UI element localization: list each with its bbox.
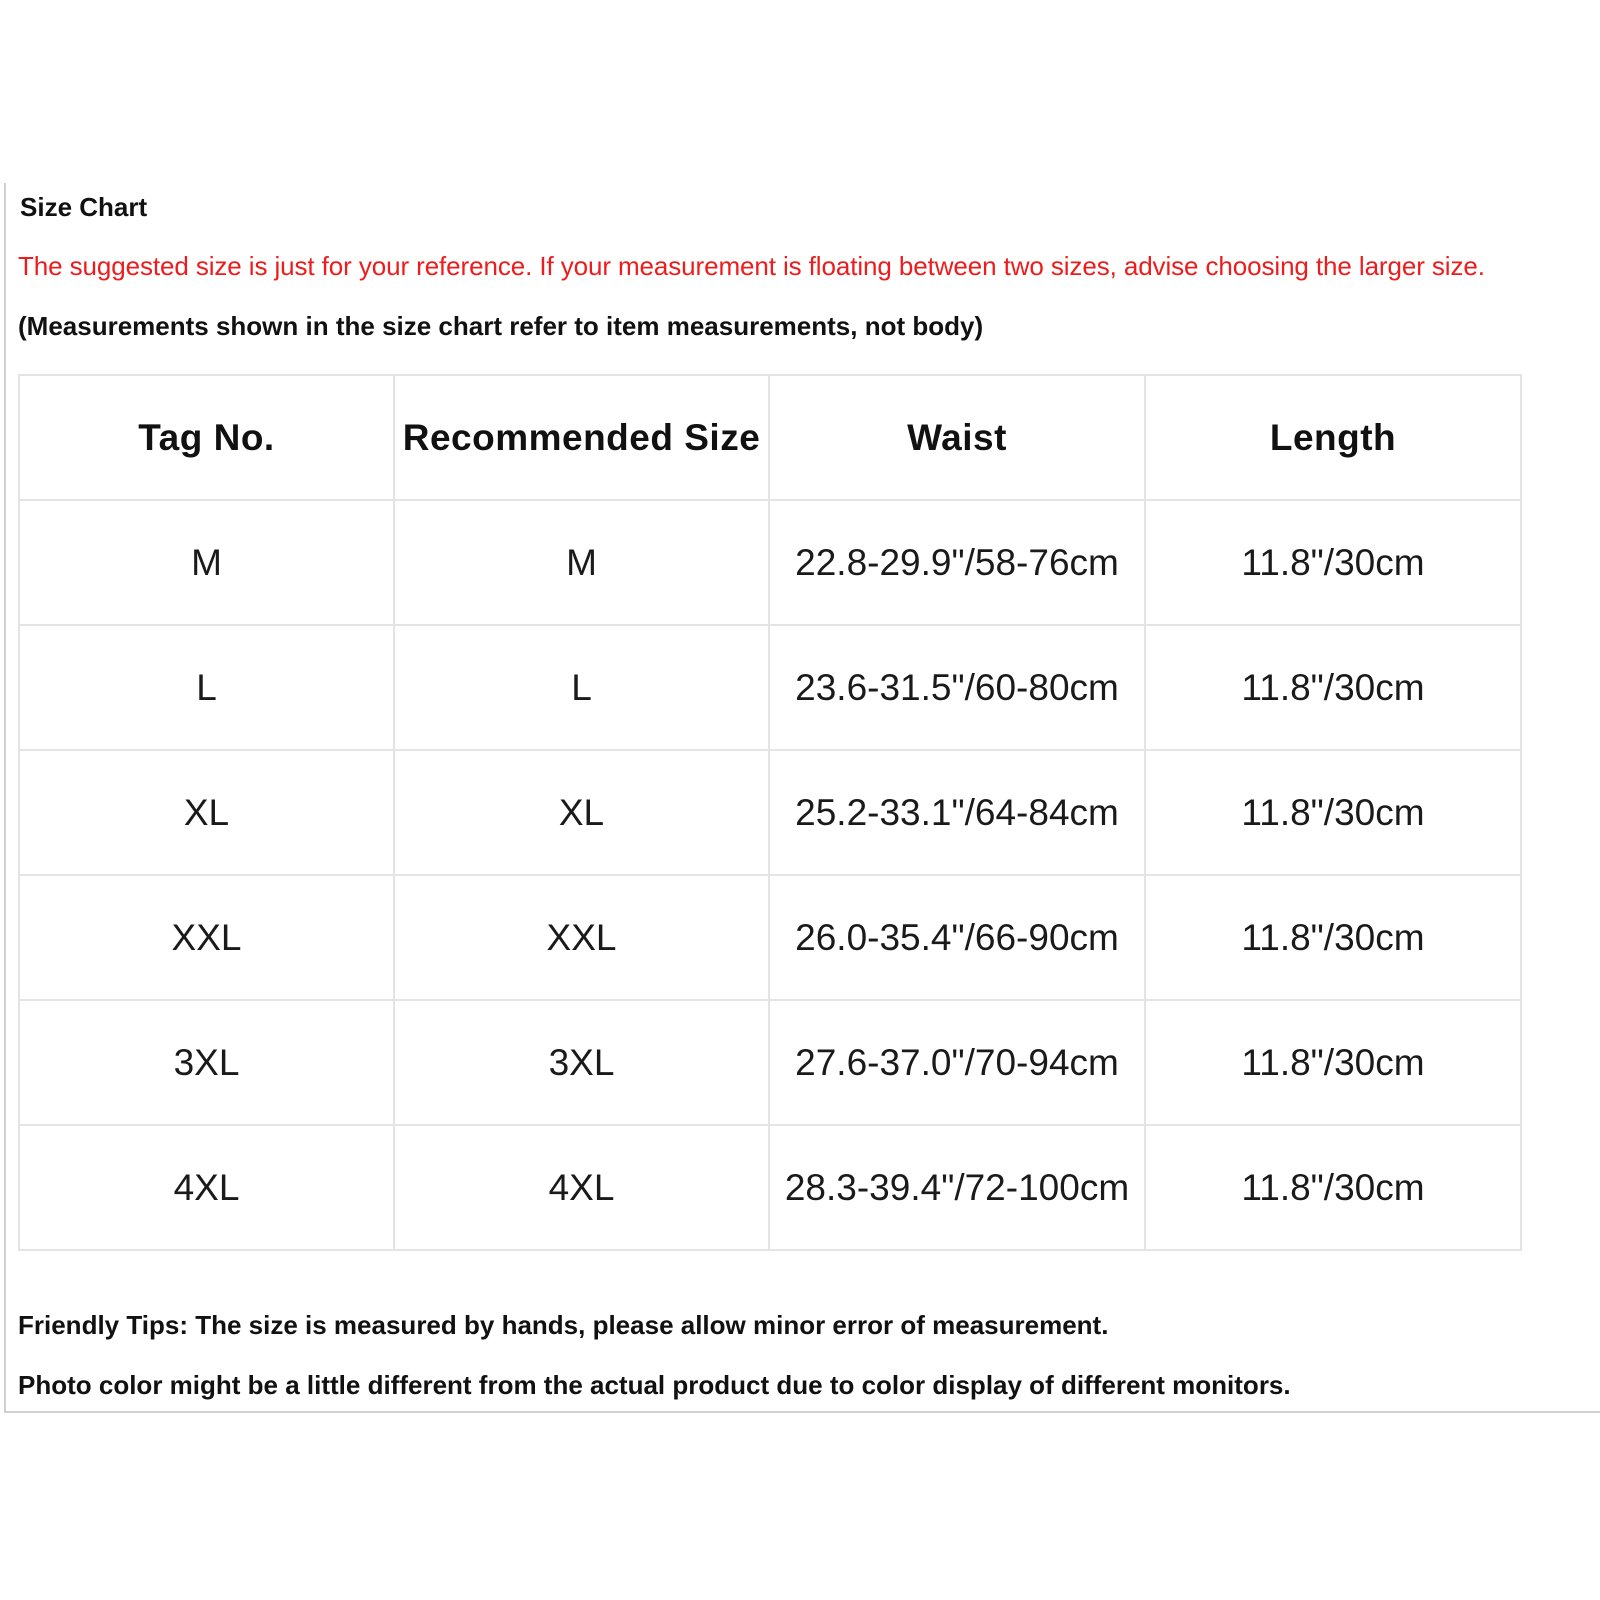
photo-color-note: Photo color might be a little different from the actual product due to color display of different monitors.: [18, 1370, 1291, 1400]
cell-length: 11.8"/30cm: [1145, 1125, 1521, 1250]
cell-recommended-size: L: [394, 625, 769, 750]
measurement-note: (Measurements shown in the size chart refer to item measurements, not body): [18, 311, 984, 341]
cell-waist: 27.6-37.0"/70-94cm: [769, 1000, 1145, 1125]
table-row: [19, 1125, 1521, 1250]
size-notice: The suggested size is just for your reference. If your measurement is floating between two sizes, advise choosing the larger size.: [18, 251, 1485, 281]
cell-length: 11.8"/30cm: [1145, 750, 1521, 875]
cell-length: 11.8"/30cm: [1145, 875, 1521, 1000]
cell-waist: 28.3-39.4"/72-100cm: [769, 1125, 1145, 1250]
table-header-row: [19, 375, 1521, 500]
table-row: [19, 1000, 1521, 1125]
header-tag-no: Tag No.: [19, 375, 394, 500]
size-table: [18, 374, 1522, 1251]
cell-waist: 22.8-29.9"/58-76cm: [769, 500, 1145, 625]
header-waist: Waist: [769, 375, 1145, 500]
cell-length: 11.8"/30cm: [1145, 625, 1521, 750]
cell-length: 11.8"/30cm: [1145, 1000, 1521, 1125]
header-recommended-size: Recommended Size: [394, 375, 769, 500]
cell-waist: 25.2-33.1"/64-84cm: [769, 750, 1145, 875]
cell-tag-no: 4XL: [19, 1125, 394, 1250]
cell-recommended-size: M: [394, 500, 769, 625]
cell-tag-no: XL: [19, 750, 394, 875]
cell-length: 11.8"/30cm: [1145, 500, 1521, 625]
cell-tag-no: M: [19, 500, 394, 625]
cell-recommended-size: 3XL: [394, 1000, 769, 1125]
table-row: [19, 500, 1521, 625]
cell-waist: 26.0-35.4"/66-90cm: [769, 875, 1145, 1000]
friendly-tips: Friendly Tips: The size is measured by hands, please allow minor error of measurement.: [18, 1310, 1109, 1340]
table-row: [19, 625, 1521, 750]
cell-tag-no: XXL: [19, 875, 394, 1000]
cell-recommended-size: 4XL: [394, 1125, 769, 1250]
cell-recommended-size: XXL: [394, 875, 769, 1000]
cell-recommended-size: XL: [394, 750, 769, 875]
header-length: Length: [1145, 375, 1521, 500]
cell-tag-no: L: [19, 625, 394, 750]
page-title: Size Chart: [20, 192, 148, 222]
table-row: [19, 875, 1521, 1000]
cell-waist: 23.6-31.5"/60-80cm: [769, 625, 1145, 750]
table-row: [19, 750, 1521, 875]
cell-tag-no: 3XL: [19, 1000, 394, 1125]
